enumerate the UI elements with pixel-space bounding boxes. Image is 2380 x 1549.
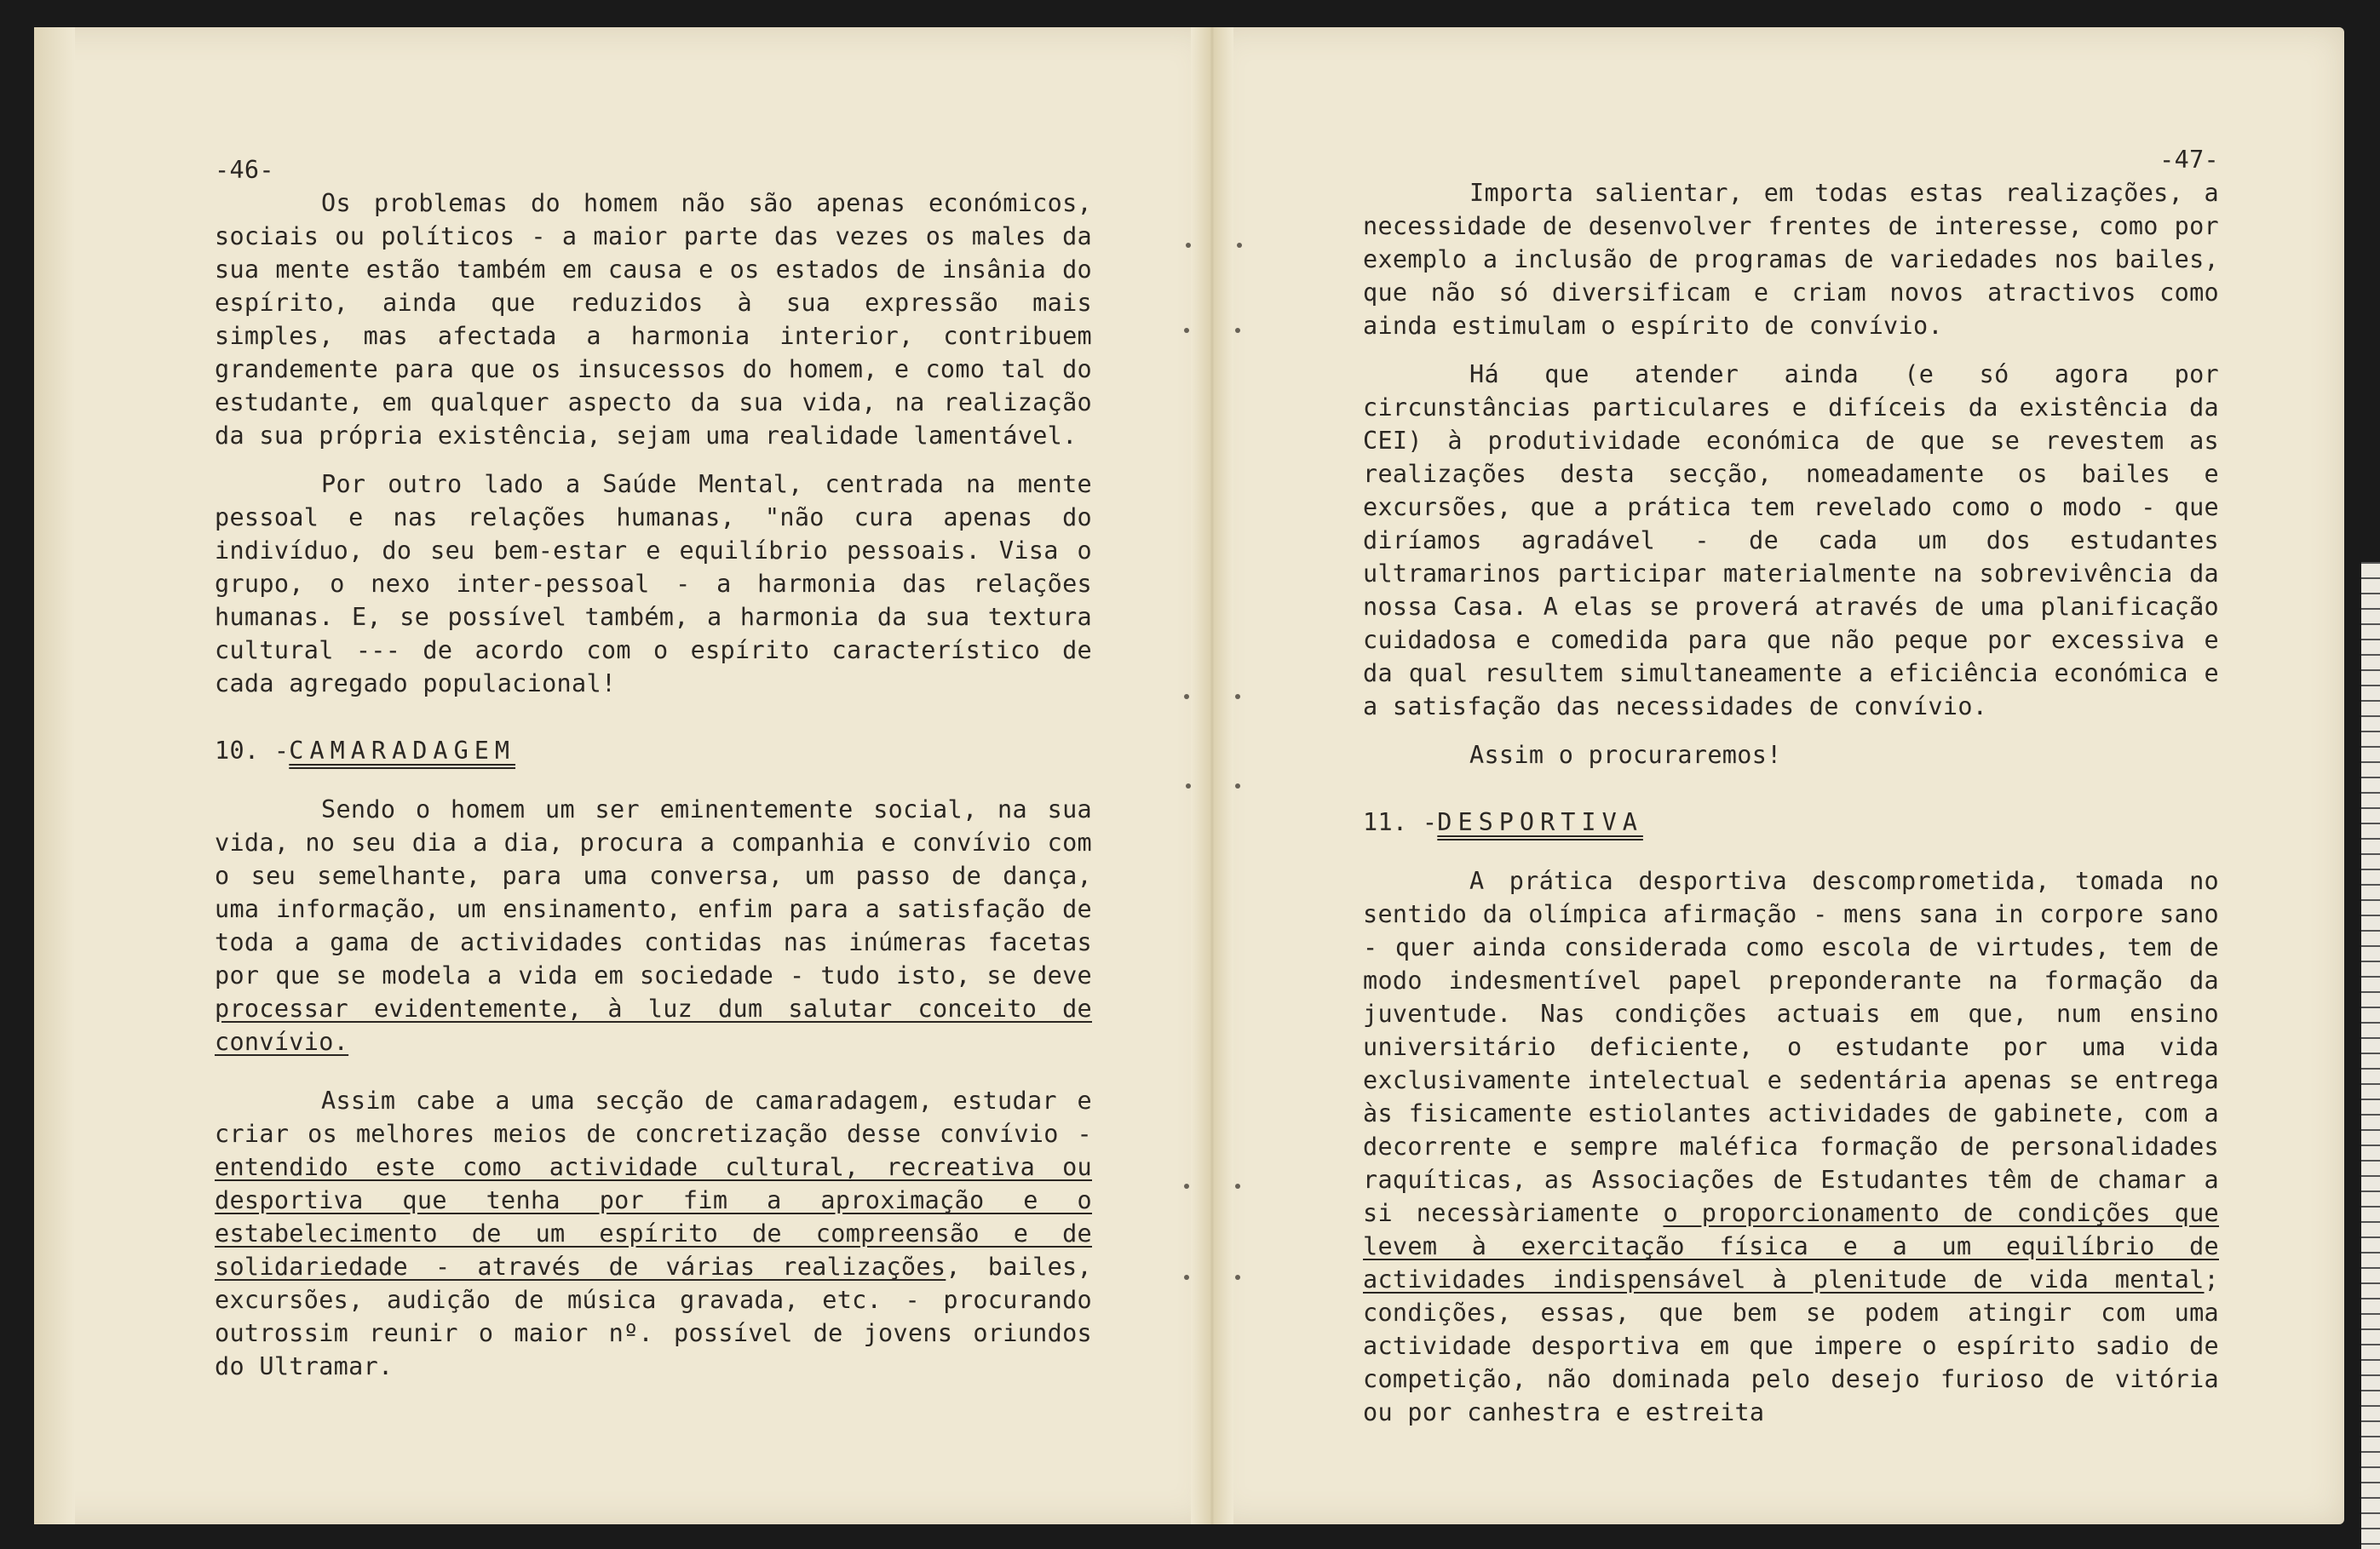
underlined-text: o proporcionamento de condições que levem à exercitação física e a um equilíbrio de actividades indispensável à plenitude de vida mental [1363,1199,2220,1294]
binding-hole [1235,783,1240,789]
binding-hole [1235,694,1240,699]
paragraph: Há que atender ainda (e só agora por circunstâncias particulares e difíceis da existência da CEI) à produtividade económica de que se revestem as realizações desta secção, nomeadamente os bailes e excursões, que a prática tem revelado como o modo - que diríamos agradável - de cada um dos estudantes ultramarinos participar materialmente na sobrevivência da nossa Casa. A elas se proverá através de uma planificação cuidadosa e comedida para que não peque por excessiva e da qual resultem simultaneamente a eficiência económica e a satisfação das necessidades de convívio. [1363,360,2219,720]
paragraph-text: , bailes, excursões, audição de música gravada, etc. - procurando outrossim reunir o maior nº. possível de jovens oriundos do Ultramar. [215,1253,1092,1380]
binding-hole [1184,1184,1189,1189]
paragraph: Os problemas do homem não são apenas económicos, sociais ou políticos - a maior parte das vezes os males da sua mente estão também em causa e os estados de insânia do espírito, ainda que reduzidos à sua expressão mais simples, mas afectada a harmonia interior, contribuem grandemente para que os insucessos do homem, e como tal do estudante, em qualquer aspecto da sua vida, na realização da sua própria existência, sejam uma realidade lamentável. [215,189,1092,450]
page-edge-shadow [34,27,75,1524]
paragraph: Assim o procuraremos! [1469,741,1782,769]
binding-hole [1235,328,1240,333]
binding-hole [1237,243,1242,248]
page-number-right: -47- [2159,146,2219,174]
binding-hole [1235,1275,1240,1280]
section-title: CAMARADAGEM [289,737,516,765]
paragraph [215,793,1092,1058]
left-page-text [215,153,1092,1383]
paragraph-text: Sendo o homem um ser eminentemente social, na sua vida, no seu dia a dia, procura a companhia e convívio com o seu semelhante, para uma conversa, um passo de dança, uma informação, um ensinamento, enfim para a satisfação de toda a gama de actividades contidas nas inúmeras facetas por que se modela a vida em sociedade - tudo isto, se deve [215,795,1092,990]
paragraph: Por outro lado a Saúde Mental, centrada na mente pessoal e nas relações humanas, "não cura apenas do indivíduo, do seu bem-estar e equilíbrio pessoais. Visa o grupo, o nexo inter-pessoal - a harmonia das relações humanas. E, se possível também, a harmonia da sua textura cultural --- de acordo com o espírito característico de cada agregado populacional! [215,470,1092,697]
right-page-text [1363,143,2219,1429]
paragraph [215,1084,1092,1383]
paragraph: Importa salientar, em todas estas realizações, a necessidade de desenvolver frentes de interesse, como por exemplo a inclusão de programas de variedades nos bailes, que não só diversificam e criam novos atractivos como ainda estimulam o espírito de convívio. [1363,179,2219,340]
binding-hole [1186,243,1191,248]
page-number-left: -46- [215,156,274,184]
section-heading-10 [215,734,1092,767]
binding-hole [1184,694,1189,699]
binding-hole [1235,1184,1240,1189]
section-title: DESPORTIVA [1437,808,1643,836]
binding-hole [1186,783,1191,789]
underlined-text: entendido este como actividade cultural, recreativa ou desportiva que tenha por fim a aproximação e o estabelecimento de um espírito de compreensão e de solidariedade - através de várias realizações [215,1153,1092,1281]
paragraph-text: A prática desportiva descomprometida, tomada no sentido da olímpica afirmação - mens sana in corpore sano - quer ainda considerada como escola de virtudes, tem de modo indesmentível papel preponderante na formação da juventude. Nas condições actuais em que, num ensino universitário deficiente, o estudante por uma vida exclusivamente intelectual e sedentária apenas se entrega às fisicamente estiolantes actividades de gabinete, com a decorrente e sempre maléfica formação de personalidades raquíticas, as Associações de Estudantes têm de chamar a si necessàriamente [1363,867,2219,1227]
section-number: 10. - [215,737,290,765]
section-number: 11. - [1363,808,1438,836]
book-gutter [1191,27,1233,1524]
paragraph [1363,864,2219,1429]
paragraph-text: Assim cabe a uma secção de camaradagem, estudar e criar os melhores meios de concretização desse convívio - [215,1087,1092,1148]
scale-ruler [2361,562,2380,1549]
binding-hole [1184,328,1189,333]
paragraph-text: ; condições, essas, que bem se podem atingir com uma actividade desportiva em que impere o espírito sadio de competição, não dominada pelo desejo furioso de vitória ou por canhestra e estreita [1363,1265,2219,1426]
section-heading-11 [1363,806,2219,839]
underlined-text: processar evidentemente, à luz dum salutar conceito de convívio. [215,995,1092,1056]
binding-hole [1184,1275,1189,1280]
